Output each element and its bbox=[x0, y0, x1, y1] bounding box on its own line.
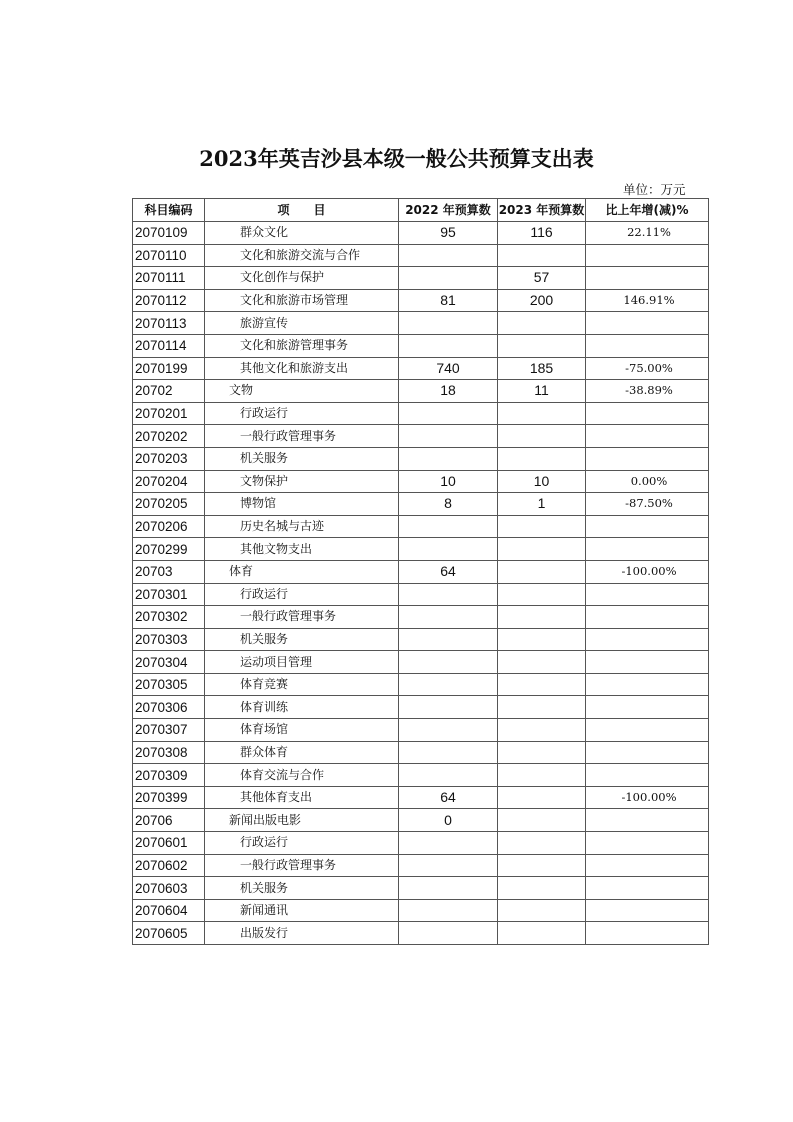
unit-label: 单位：万元 bbox=[623, 182, 686, 197]
budget-2023-cell bbox=[498, 538, 586, 561]
budget-2023-cell bbox=[498, 402, 586, 425]
table-row bbox=[133, 606, 709, 629]
code-cell: 2070305 bbox=[133, 673, 205, 696]
budget-2022-cell bbox=[399, 425, 498, 448]
change-percent-cell bbox=[586, 312, 709, 335]
budget-2023-cell bbox=[498, 786, 586, 809]
budget-table bbox=[132, 198, 709, 945]
item-name-cell: 一般行政管理事务 bbox=[205, 425, 399, 448]
code-cell: 2070301 bbox=[133, 583, 205, 606]
item-name-cell: 其他文物支出 bbox=[205, 538, 399, 561]
change-percent-cell: -38.89% bbox=[586, 380, 709, 403]
item-name-cell: 一般行政管理事务 bbox=[205, 606, 399, 629]
page-title: 2023年英吉沙县本级一般公共预算支出表 bbox=[199, 146, 594, 171]
table-row bbox=[133, 764, 709, 787]
table-row bbox=[133, 289, 709, 312]
table-row bbox=[133, 628, 709, 651]
change-percent-cell bbox=[586, 809, 709, 832]
budget-2022-cell bbox=[399, 538, 498, 561]
budget-2022-cell: 10 bbox=[399, 470, 498, 493]
budget-2023-cell bbox=[498, 312, 586, 335]
budget-2023-cell bbox=[498, 764, 586, 787]
table-row bbox=[133, 854, 709, 877]
budget-2023-cell bbox=[498, 899, 586, 922]
budget-2023-cell: 57 bbox=[498, 267, 586, 290]
table-row bbox=[133, 447, 709, 470]
budget-2022-cell bbox=[399, 628, 498, 651]
change-percent-cell bbox=[586, 583, 709, 606]
item-name-cell: 体育场馆 bbox=[205, 719, 399, 742]
code-cell: 2070308 bbox=[133, 741, 205, 764]
item-name-cell: 新闻出版电影 bbox=[205, 809, 399, 832]
item-name-cell: 其他文化和旅游支出 bbox=[205, 357, 399, 380]
table-row bbox=[133, 832, 709, 855]
budget-2023-cell bbox=[498, 922, 586, 945]
code-cell: 2070299 bbox=[133, 538, 205, 561]
table-row bbox=[133, 244, 709, 267]
table-row bbox=[133, 696, 709, 719]
item-name-cell: 机关服务 bbox=[205, 877, 399, 900]
change-percent-cell: 146.91% bbox=[586, 289, 709, 312]
change-percent-cell bbox=[586, 447, 709, 470]
budget-2023-cell bbox=[498, 244, 586, 267]
budget-2023-cell: 116 bbox=[498, 222, 586, 245]
item-name-cell: 行政运行 bbox=[205, 402, 399, 425]
code-cell: 2070603 bbox=[133, 877, 205, 900]
table-row bbox=[133, 673, 709, 696]
item-name-cell: 文化和旅游交流与合作 bbox=[205, 244, 399, 267]
code-cell: 2070306 bbox=[133, 696, 205, 719]
table-row bbox=[133, 515, 709, 538]
header-code: 科目编码 bbox=[133, 199, 205, 222]
change-percent-cell bbox=[586, 651, 709, 674]
code-cell: 2070111 bbox=[133, 267, 205, 290]
code-cell: 2070399 bbox=[133, 786, 205, 809]
budget-2023-cell: 11 bbox=[498, 380, 586, 403]
change-percent-cell: -75.00% bbox=[586, 357, 709, 380]
budget-2022-cell bbox=[399, 244, 498, 267]
item-name-cell: 体育交流与合作 bbox=[205, 764, 399, 787]
header-change: 比上年增(减)% bbox=[586, 199, 709, 222]
item-name-cell: 群众体育 bbox=[205, 741, 399, 764]
budget-2022-cell bbox=[399, 832, 498, 855]
change-percent-cell bbox=[586, 538, 709, 561]
code-cell: 2070601 bbox=[133, 832, 205, 855]
change-percent-cell bbox=[586, 696, 709, 719]
budget-2022-cell bbox=[399, 515, 498, 538]
code-cell: 2070202 bbox=[133, 425, 205, 448]
code-cell: 2070309 bbox=[133, 764, 205, 787]
table-row bbox=[133, 425, 709, 448]
item-name-cell: 行政运行 bbox=[205, 583, 399, 606]
budget-2022-cell bbox=[399, 922, 498, 945]
table-row bbox=[133, 493, 709, 516]
item-name-cell: 机关服务 bbox=[205, 628, 399, 651]
change-percent-cell bbox=[586, 764, 709, 787]
item-name-cell: 行政运行 bbox=[205, 832, 399, 855]
change-percent-cell: -100.00% bbox=[586, 560, 709, 583]
code-cell: 2070113 bbox=[133, 312, 205, 335]
table-row bbox=[133, 380, 709, 403]
budget-2023-cell bbox=[498, 854, 586, 877]
budget-2022-cell bbox=[399, 267, 498, 290]
budget-2023-cell bbox=[498, 447, 586, 470]
budget-2023-cell bbox=[498, 583, 586, 606]
code-cell: 2070302 bbox=[133, 606, 205, 629]
budget-2023-cell: 1 bbox=[498, 493, 586, 516]
budget-2022-cell bbox=[399, 673, 498, 696]
budget-2022-cell bbox=[399, 651, 498, 674]
budget-2023-cell: 185 bbox=[498, 357, 586, 380]
change-percent-cell bbox=[586, 402, 709, 425]
budget-2022-cell bbox=[399, 696, 498, 719]
item-name-cell: 文物 bbox=[205, 380, 399, 403]
code-cell: 20702 bbox=[133, 380, 205, 403]
budget-2022-cell bbox=[399, 764, 498, 787]
item-name-cell: 体育训练 bbox=[205, 696, 399, 719]
budget-2022-cell: 64 bbox=[399, 786, 498, 809]
table-row bbox=[133, 267, 709, 290]
item-name-cell: 旅游宣传 bbox=[205, 312, 399, 335]
change-percent-cell: 22.11% bbox=[586, 222, 709, 245]
code-cell: 2070604 bbox=[133, 899, 205, 922]
budget-2022-cell bbox=[399, 447, 498, 470]
table-body bbox=[133, 222, 709, 945]
budget-2022-cell: 64 bbox=[399, 560, 498, 583]
change-percent-cell bbox=[586, 267, 709, 290]
budget-2023-cell bbox=[498, 425, 586, 448]
table-header-row bbox=[133, 199, 709, 222]
item-name-cell: 文化和旅游管理事务 bbox=[205, 334, 399, 357]
budget-2022-cell bbox=[399, 741, 498, 764]
item-name-cell: 文化和旅游市场管理 bbox=[205, 289, 399, 312]
change-percent-cell: -100.00% bbox=[586, 786, 709, 809]
budget-2023-cell bbox=[498, 628, 586, 651]
code-cell: 20703 bbox=[133, 560, 205, 583]
change-percent-cell: 0.00% bbox=[586, 470, 709, 493]
budget-2022-cell bbox=[399, 899, 498, 922]
table-row bbox=[133, 719, 709, 742]
budget-2022-cell bbox=[399, 583, 498, 606]
change-percent-cell bbox=[586, 334, 709, 357]
table-row bbox=[133, 560, 709, 583]
budget-2022-cell bbox=[399, 402, 498, 425]
budget-2022-cell: 95 bbox=[399, 222, 498, 245]
item-name-cell: 出版发行 bbox=[205, 922, 399, 945]
budget-2023-cell bbox=[498, 832, 586, 855]
change-percent-cell bbox=[586, 515, 709, 538]
table-row bbox=[133, 651, 709, 674]
table-row bbox=[133, 922, 709, 945]
change-percent-cell: -87.50% bbox=[586, 493, 709, 516]
item-name-cell: 一般行政管理事务 bbox=[205, 854, 399, 877]
table-row bbox=[133, 402, 709, 425]
header-item: 项 目 bbox=[205, 199, 399, 222]
table-row bbox=[133, 357, 709, 380]
code-cell: 2070204 bbox=[133, 470, 205, 493]
code-cell: 2070605 bbox=[133, 922, 205, 945]
header-2022: 2022 年预算数 bbox=[399, 199, 498, 222]
budget-2023-cell: 10 bbox=[498, 470, 586, 493]
budget-2022-cell: 0 bbox=[399, 809, 498, 832]
item-name-cell: 新闻通讯 bbox=[205, 899, 399, 922]
table-row bbox=[133, 899, 709, 922]
change-percent-cell bbox=[586, 877, 709, 900]
change-percent-cell bbox=[586, 719, 709, 742]
budget-2022-cell: 81 bbox=[399, 289, 498, 312]
budget-2023-cell bbox=[498, 515, 586, 538]
item-name-cell: 文物保护 bbox=[205, 470, 399, 493]
budget-2023-cell bbox=[498, 651, 586, 674]
change-percent-cell bbox=[586, 899, 709, 922]
budget-2023-cell bbox=[498, 741, 586, 764]
change-percent-cell bbox=[586, 606, 709, 629]
budget-2022-cell bbox=[399, 312, 498, 335]
budget-2023-cell bbox=[498, 334, 586, 357]
budget-2022-cell bbox=[399, 606, 498, 629]
budget-2023-cell bbox=[498, 560, 586, 583]
budget-2023-cell bbox=[498, 877, 586, 900]
budget-2023-cell: 200 bbox=[498, 289, 586, 312]
code-cell: 2070602 bbox=[133, 854, 205, 877]
budget-2022-cell bbox=[399, 854, 498, 877]
change-percent-cell bbox=[586, 854, 709, 877]
code-cell: 2070110 bbox=[133, 244, 205, 267]
table-row bbox=[133, 877, 709, 900]
item-name-cell: 其他体育支出 bbox=[205, 786, 399, 809]
code-cell: 2070205 bbox=[133, 493, 205, 516]
change-percent-cell bbox=[586, 832, 709, 855]
table-row bbox=[133, 470, 709, 493]
item-name-cell: 群众文化 bbox=[205, 222, 399, 245]
code-cell: 2070307 bbox=[133, 719, 205, 742]
budget-2022-cell: 740 bbox=[399, 357, 498, 380]
table-row bbox=[133, 538, 709, 561]
budget-2022-cell: 18 bbox=[399, 380, 498, 403]
budget-2023-cell bbox=[498, 696, 586, 719]
table-row bbox=[133, 786, 709, 809]
item-name-cell: 体育 bbox=[205, 560, 399, 583]
change-percent-cell bbox=[586, 741, 709, 764]
item-name-cell: 体育竞赛 bbox=[205, 673, 399, 696]
code-cell: 20706 bbox=[133, 809, 205, 832]
budget-2023-cell bbox=[498, 719, 586, 742]
item-name-cell: 博物馆 bbox=[205, 493, 399, 516]
code-cell: 2070114 bbox=[133, 334, 205, 357]
budget-2022-cell bbox=[399, 334, 498, 357]
code-cell: 2070109 bbox=[133, 222, 205, 245]
change-percent-cell bbox=[586, 922, 709, 945]
change-percent-cell bbox=[586, 244, 709, 267]
budget-2023-cell bbox=[498, 673, 586, 696]
item-name-cell: 机关服务 bbox=[205, 447, 399, 470]
table-row bbox=[133, 741, 709, 764]
header-2023: 2023 年预算数 bbox=[498, 199, 586, 222]
table-row bbox=[133, 334, 709, 357]
item-name-cell: 历史名城与古迹 bbox=[205, 515, 399, 538]
table-row bbox=[133, 809, 709, 832]
budget-2023-cell bbox=[498, 606, 586, 629]
code-cell: 2070203 bbox=[133, 447, 205, 470]
code-cell: 2070112 bbox=[133, 289, 205, 312]
table-row bbox=[133, 583, 709, 606]
code-cell: 2070206 bbox=[133, 515, 205, 538]
code-cell: 2070201 bbox=[133, 402, 205, 425]
change-percent-cell bbox=[586, 425, 709, 448]
item-name-cell: 运动项目管理 bbox=[205, 651, 399, 674]
table-row bbox=[133, 222, 709, 245]
item-name-cell: 文化创作与保护 bbox=[205, 267, 399, 290]
change-percent-cell bbox=[586, 673, 709, 696]
budget-2022-cell bbox=[399, 877, 498, 900]
code-cell: 2070304 bbox=[133, 651, 205, 674]
code-cell: 2070199 bbox=[133, 357, 205, 380]
change-percent-cell bbox=[586, 628, 709, 651]
budget-2022-cell: 8 bbox=[399, 493, 498, 516]
budget-2022-cell bbox=[399, 719, 498, 742]
budget-2023-cell bbox=[498, 809, 586, 832]
code-cell: 2070303 bbox=[133, 628, 205, 651]
table-row bbox=[133, 312, 709, 335]
